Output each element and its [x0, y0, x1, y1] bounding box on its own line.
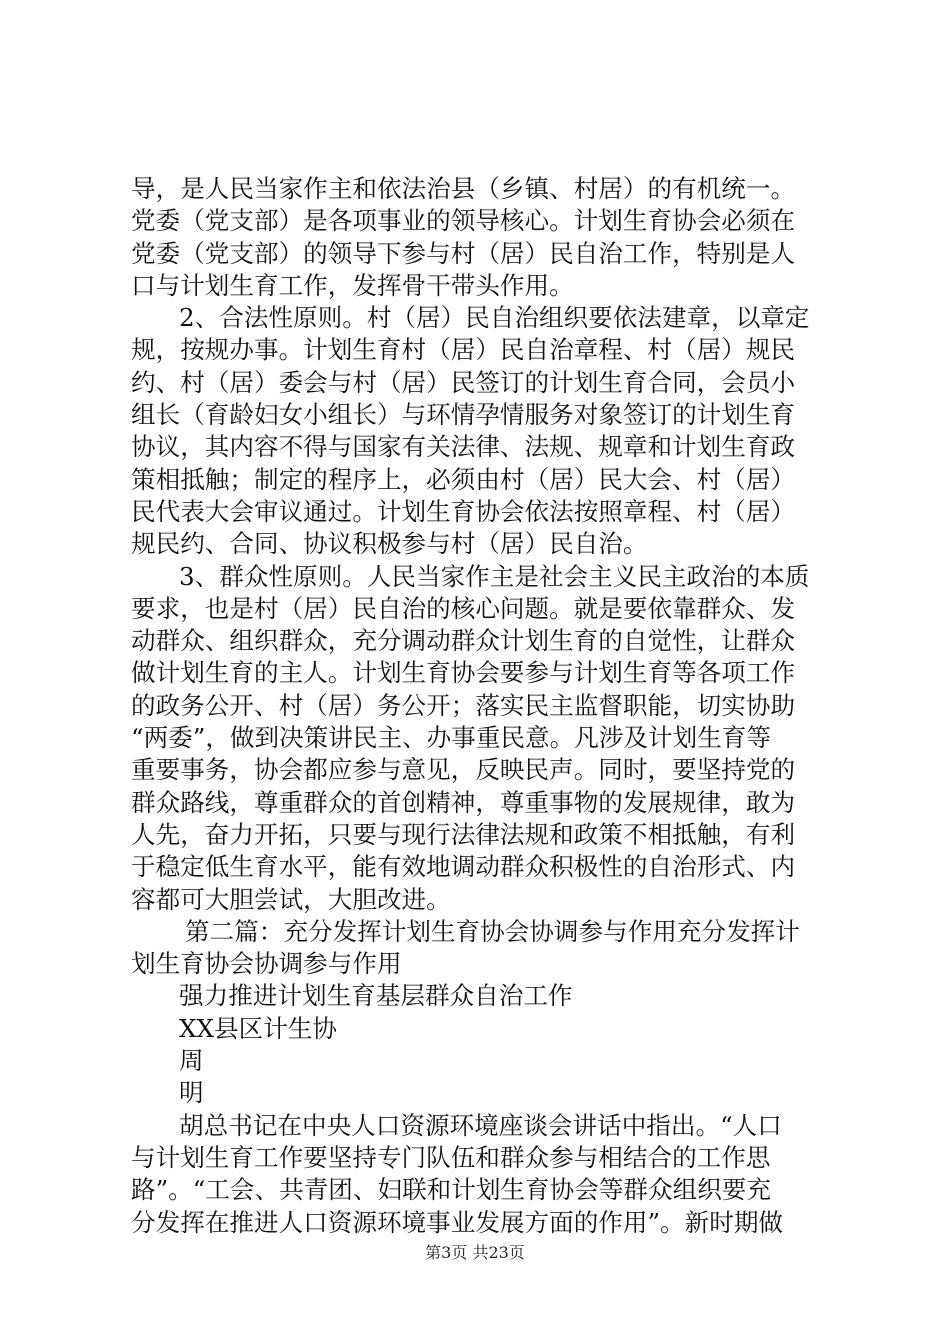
text-line: 组长（育龄妇女小组长）与环情孕情服务对象签订的计划生育 — [131, 400, 796, 430]
text-line: 强力推进计划生育基层群众自治工作 — [179, 981, 573, 1011]
text-line: 于稳定低生育水平，能有效地调动群众积极性的自治形式、内 — [131, 852, 796, 882]
text-line: 分发挥在推进人口资源环境事业发展方面的作用”。新时期做 — [131, 1207, 784, 1237]
text-line: 2、合法性原则。村（居）民自治组织要依法建章，以章定 — [179, 303, 810, 333]
text-line: 群众路线，尊重群众的首创精神，尊重事物的发展规律，敢为 — [131, 787, 796, 817]
text-line: XX县区计生协 — [179, 1013, 337, 1043]
text-line: 划生育协会协调参与作用 — [131, 949, 402, 979]
text-line: 党委（党支部）的领导下参与村（居）民自治工作，特别是人 — [131, 238, 796, 268]
document-body — [131, 173, 831, 1239]
text-line: 3、群众性原则。人民当家作主是社会主义民主政治的本质 — [179, 561, 810, 591]
text-line: 的政务公开、村（居）务公开；落实民主监督职能，切实协助 — [131, 690, 796, 720]
text-line: 重要事务，协会都应参与意见，反映民声。同时，要坚持党的 — [131, 755, 796, 785]
text-line: 要求，也是村（居）民自治的核心问题。就是要依靠群众、发 — [131, 593, 796, 623]
text-line: 规，按规办事。计划生育村（居）民自治章程、村（居）规民 — [131, 335, 796, 365]
text-line: 导，是人民当家作主和依法治县（乡镇、村居）的有机统一。 — [131, 174, 796, 203]
text-line: 胡总书记在中央人口资源环境座谈会讲话中指出。“人口 — [179, 1110, 782, 1140]
text-line: 周 — [179, 1046, 204, 1076]
text-line: 人先，奋力开拓，只要与现行法律法规和政策不相抵触，有利 — [131, 819, 796, 849]
text-line: 与计划生育工作要坚持专门队伍和群众参与相结合的工作思 — [131, 1142, 771, 1172]
text-line: 民代表大会审议通过。计划生育协会依法按照章程、村（居） — [131, 496, 796, 526]
text-line: 做计划生育的主人。计划生育协会要参与计划生育等各项工作 — [131, 658, 796, 688]
text-line: 口与计划生育工作，发挥骨干带头作用。 — [131, 270, 574, 300]
text-line: 规民约、合同、协议积极参与村（居）民自治。 — [131, 529, 648, 559]
text-line: 党委（党支部）是各项事业的领导核心。计划生育协会必须在 — [131, 206, 796, 236]
text-line: 路”。“工会、共青团、妇联和计划生育协会等群众组织要充 — [131, 1175, 771, 1205]
text-line: 明 — [179, 1078, 204, 1108]
text-line: 动群众、组织群众，充分调动群众计划生育的自觉性，让群众 — [131, 626, 796, 656]
text-line: 第二篇：充分发挥计划生育协会协调参与作用充分发挥计 — [185, 916, 800, 946]
text-line: 协议，其内容不得与国家有关法律、法规、规章和计划生育政 — [131, 432, 796, 462]
text-line: “两委”，做到决策讲民主、办事重民意。凡涉及计划生育等 — [131, 723, 771, 753]
text-line: 策相抵触；制定的程序上，必须由村（居）民大会、村（居） — [131, 464, 796, 494]
text-line: 容都可大胆尝试，大胆改进。 — [131, 884, 451, 914]
page-footer: 第3页 共23页 — [425, 1243, 525, 1262]
text-line: 约、村（居）委会与村（居）民签订的计划生育合同，会员小 — [131, 367, 796, 397]
